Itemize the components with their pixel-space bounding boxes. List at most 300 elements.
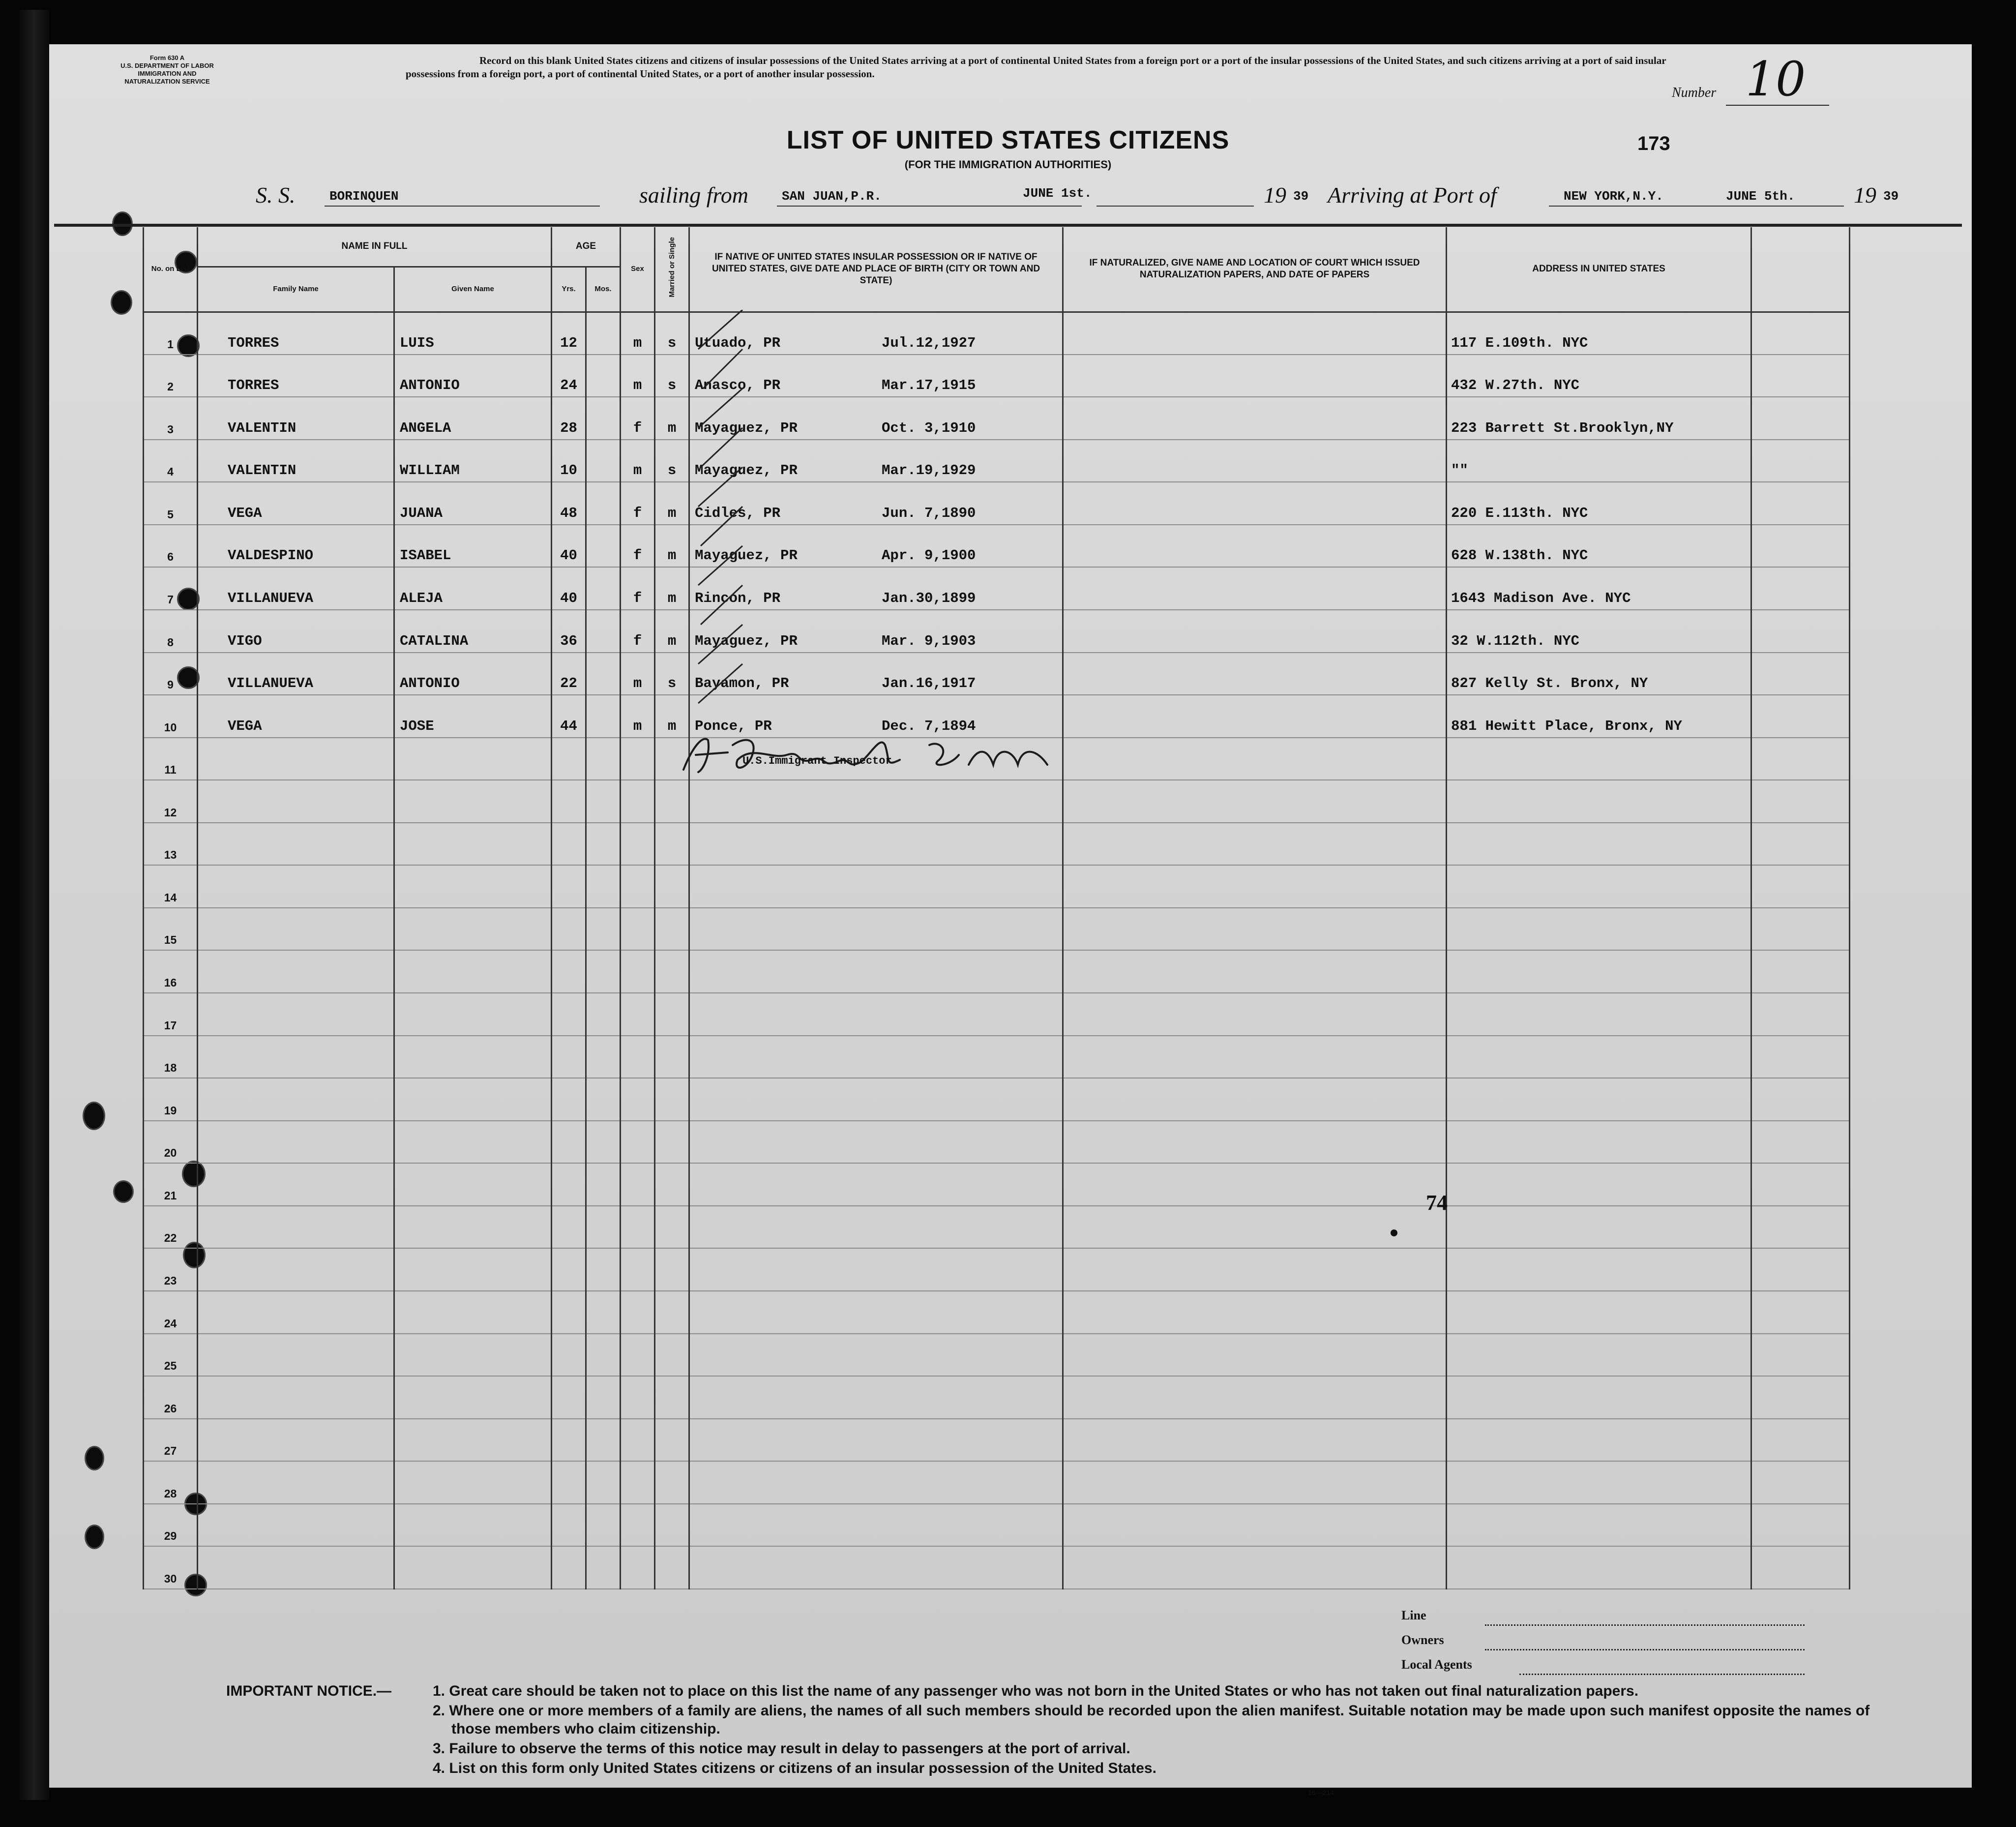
birth-place: Ponce, PR (695, 718, 772, 734)
empty-cell (586, 1291, 621, 1334)
given-name: ANGELA (394, 397, 552, 440)
age-months (586, 355, 621, 397)
naturalization-info (1063, 610, 1447, 653)
empty-cell (621, 780, 655, 823)
empty-cell (1751, 950, 1850, 993)
age-months (586, 567, 621, 610)
empty-cell (1447, 993, 1751, 1036)
address: 628 W.138th. NYC (1447, 525, 1751, 568)
departure-year: 39 (1293, 189, 1309, 204)
empty-cell (1447, 1504, 1751, 1547)
local-agents-field (1401, 1657, 1805, 1682)
arrival-port-underline (1549, 206, 1716, 207)
address: 1643 Madison Ave. NYC (1447, 567, 1751, 610)
empty-cell (586, 1334, 621, 1377)
empty-cell (621, 1291, 655, 1334)
empty-cell (1063, 908, 1447, 951)
naturalization-info (1063, 567, 1447, 610)
binder-hole (85, 1525, 104, 1549)
empty-cell (1751, 1376, 1850, 1419)
empty-cell (1751, 738, 1850, 780)
row-number: 21 (144, 1163, 198, 1206)
notice-heading: IMPORTANT NOTICE.— (226, 1683, 392, 1699)
birth-date: Mar.17,1915 (882, 377, 976, 394)
empty-cell (394, 993, 552, 1036)
empty-cell (689, 1546, 1063, 1589)
empty-cell (394, 1419, 552, 1462)
blank-cell (1751, 567, 1850, 610)
sex: f (621, 525, 655, 568)
empty-cell (621, 1504, 655, 1547)
row-number: 11 (144, 738, 198, 780)
row-number: 28 (144, 1461, 198, 1504)
marital-status: m (655, 482, 689, 525)
stray-dot (1391, 1229, 1397, 1236)
arrival-date-underline (1716, 206, 1844, 207)
marital-status: s (655, 440, 689, 482)
empty-cell (552, 1546, 586, 1589)
row-number: 19 (144, 1078, 198, 1121)
naturalization-info (1063, 312, 1447, 355)
empty-cell (689, 1461, 1063, 1504)
empty-cell (621, 738, 655, 780)
empty-cell (1751, 865, 1850, 908)
married-single-label: Married or Single (667, 237, 676, 298)
family-name: TORRES (198, 355, 394, 397)
empty-cell (552, 1291, 586, 1334)
departure-port: SAN JUAN,P.R. (782, 189, 882, 204)
col-mos: Mos. (586, 267, 621, 312)
row-number: 17 (144, 993, 198, 1036)
age-months (586, 525, 621, 568)
address: "" (1447, 440, 1751, 482)
col-sex: Sex (621, 227, 655, 312)
empty-cell (552, 1206, 586, 1249)
age-years: 24 (552, 355, 586, 397)
sex: f (621, 610, 655, 653)
sex: m (621, 695, 655, 738)
empty-cell (586, 1121, 621, 1164)
age-years: 22 (552, 653, 586, 695)
col-birth: IF NATIVE OF UNITED STATES INSULAR POSSESSION OR IF NATIVE OF UNITED STATES, GIVE DATE AND PLACE OF BIRTH (CITY OR TOWN AND STATE) (689, 227, 1063, 312)
empty-cell (621, 1248, 655, 1291)
empty-cell (1751, 1461, 1850, 1504)
marital-status: m (655, 525, 689, 568)
empty-cell (1063, 1036, 1447, 1078)
row-number: 29 (144, 1504, 198, 1547)
row-number: 20 (144, 1121, 198, 1164)
empty-cell (1063, 1121, 1447, 1164)
empty-cell (394, 1504, 552, 1547)
empty-cell (394, 1206, 552, 1249)
col-married-single (655, 227, 689, 312)
empty-cell (552, 1334, 586, 1377)
row-number: 12 (144, 780, 198, 823)
empty-cell (1447, 1206, 1751, 1249)
empty-cell (689, 1291, 1063, 1334)
line-dotted (1485, 1624, 1805, 1626)
empty-cell (689, 1036, 1063, 1078)
table-row (144, 567, 1850, 610)
list-number-block (1672, 52, 1834, 111)
empty-cell (198, 1121, 394, 1164)
empty-cell (1063, 823, 1447, 866)
row-number: 6 (144, 525, 198, 568)
header-rule (54, 224, 1962, 227)
row-number: 4 (144, 440, 198, 482)
age-months (586, 312, 621, 355)
empty-cell (552, 908, 586, 951)
empty-cell (655, 950, 689, 993)
empty-cell (655, 1121, 689, 1164)
owners-label: Owners (1401, 1633, 1444, 1647)
empty-cell (689, 1163, 1063, 1206)
row-number: 25 (144, 1334, 198, 1377)
empty-cell (689, 1504, 1063, 1547)
empty-cell (689, 950, 1063, 993)
form-identifier (91, 54, 243, 86)
address: 220 E.113th. NYC (1447, 482, 1751, 525)
family-name: VIGO (198, 610, 394, 653)
empty-cell (586, 908, 621, 951)
empty-cell (1447, 950, 1751, 993)
empty-cell (1447, 823, 1751, 866)
empty-cell (621, 1461, 655, 1504)
empty-cell (198, 1419, 394, 1462)
empty-cell (586, 950, 621, 993)
blank-cell (1751, 653, 1850, 695)
empty-cell (1751, 1206, 1850, 1249)
naturalization-info (1063, 397, 1447, 440)
blank-cell (1751, 312, 1850, 355)
row-number: 15 (144, 908, 198, 951)
empty-cell (1063, 1419, 1447, 1462)
given-name: ANTONIO (394, 653, 552, 695)
marital-status: m (655, 397, 689, 440)
empty-cell (1447, 1121, 1751, 1164)
empty-cell (1063, 780, 1447, 823)
marital-status: s (655, 653, 689, 695)
empty-cell (621, 1036, 655, 1078)
empty-cell (689, 1376, 1063, 1419)
ditto-strokes (688, 310, 757, 713)
passenger-table (143, 227, 1850, 1589)
empty-cell (394, 1121, 552, 1164)
row-number: 1 (144, 312, 198, 355)
empty-cell (1447, 738, 1751, 780)
sailing-from-label: sailing from (639, 182, 748, 208)
empty-cell (655, 1376, 689, 1419)
birth-place: Cidles, PR (695, 505, 781, 521)
age-months (586, 695, 621, 738)
col-address: ADDRESS IN UNITED STATES (1447, 227, 1751, 312)
empty-cell (394, 1461, 552, 1504)
sex: m (621, 312, 655, 355)
address: 117 E.109th. NYC (1447, 312, 1751, 355)
empty-cell (655, 1334, 689, 1377)
empty-cell (198, 1461, 394, 1504)
birth-place: Mayaguez, PR (695, 632, 798, 649)
given-name: JUANA (394, 482, 552, 525)
naturalization-info (1063, 695, 1447, 738)
age-years: 48 (552, 482, 586, 525)
birth-place: Utuado, PR (695, 334, 781, 351)
table-row (144, 653, 1850, 695)
empty-cell (655, 1078, 689, 1121)
empty-cell (552, 1504, 586, 1547)
empty-cell (586, 865, 621, 908)
given-name: CATALINA (394, 610, 552, 653)
empty-cell (1751, 823, 1850, 866)
empty-cell (1751, 1163, 1850, 1206)
empty-cell (198, 1334, 394, 1377)
sex: f (621, 397, 655, 440)
empty-cell (1751, 993, 1850, 1036)
empty-cell (655, 908, 689, 951)
naturalization-info (1063, 525, 1447, 568)
empty-cell (198, 1036, 394, 1078)
row-number: 2 (144, 355, 198, 397)
empty-cell (655, 780, 689, 823)
row-number: 16 (144, 950, 198, 993)
empty-cell (689, 1248, 1063, 1291)
blank-row (144, 1546, 1850, 1589)
col-age: AGE (552, 227, 621, 267)
marital-status: m (655, 567, 689, 610)
empty-cell (1063, 1248, 1447, 1291)
address: 223 Barrett St.Brooklyn,NY (1447, 397, 1751, 440)
address: 881 Hewitt Place, Bronx, NY (1447, 695, 1751, 738)
sex: f (621, 567, 655, 610)
empty-cell (552, 1461, 586, 1504)
notice-items (433, 1682, 1873, 1779)
empty-cell (1447, 1376, 1751, 1419)
ship-underline (325, 206, 600, 207)
birth-place: Mayaguez, PR (695, 547, 798, 564)
empty-cell (198, 1248, 394, 1291)
empty-cell (1751, 1078, 1850, 1121)
empty-cell (1751, 1036, 1850, 1078)
empty-cell (689, 865, 1063, 908)
row-number: 23 (144, 1248, 198, 1291)
empty-cell (552, 1163, 586, 1206)
empty-cell (655, 1291, 689, 1334)
blank-row (144, 1376, 1850, 1419)
ss-label: S. S. (256, 182, 296, 208)
empty-cell (1447, 908, 1751, 951)
col-blank (1751, 227, 1850, 312)
empty-cell (621, 950, 655, 993)
empty-cell (1447, 780, 1751, 823)
table-row (144, 440, 1850, 482)
family-name: TORRES (198, 312, 394, 355)
birth-place: Rincon, PR (695, 590, 781, 606)
empty-cell (1447, 1248, 1751, 1291)
empty-cell (198, 1504, 394, 1547)
empty-cell (198, 950, 394, 993)
address: 432 W.27th. NYC (1447, 355, 1751, 397)
empty-cell (621, 1376, 655, 1419)
empty-cell (1447, 1546, 1751, 1589)
birth-date: Jul.12,1927 (882, 334, 976, 351)
blank-row (144, 865, 1850, 908)
empty-cell (1751, 1504, 1850, 1547)
empty-cell (1751, 908, 1850, 951)
empty-cell (394, 1376, 552, 1419)
age-months (586, 397, 621, 440)
empty-cell (1751, 1121, 1850, 1164)
empty-cell (552, 865, 586, 908)
empty-cell (655, 823, 689, 866)
empty-cell (586, 1419, 621, 1462)
empty-cell (552, 1419, 586, 1462)
empty-cell (198, 780, 394, 823)
empty-cell (198, 908, 394, 951)
notice-item: 4. List on this form only United States citizens or citizens of an insular possession of the United States. (433, 1760, 1156, 1776)
binding-edge (20, 10, 49, 1800)
empty-cell (1751, 1419, 1850, 1462)
blank-row (144, 1036, 1850, 1078)
given-name: ISABEL (394, 525, 552, 568)
row-number: 7 (144, 567, 198, 610)
given-name: ANTONIO (394, 355, 552, 397)
age-years: 44 (552, 695, 586, 738)
row-number: 5 (144, 482, 198, 525)
empty-cell (655, 1419, 689, 1462)
empty-cell (394, 823, 552, 866)
empty-cell (586, 738, 621, 780)
col-no: No. on List (144, 227, 198, 312)
owners-dotted (1485, 1649, 1805, 1650)
empty-cell (689, 993, 1063, 1036)
empty-cell (1751, 1248, 1850, 1291)
blank-row (144, 823, 1850, 866)
table-row (144, 312, 1850, 355)
marital-status: s (655, 312, 689, 355)
empty-cell (586, 1036, 621, 1078)
empty-cell (1447, 1078, 1751, 1121)
table-row (144, 397, 1850, 440)
blank-cell (1751, 440, 1850, 482)
family-name: VALENTIN (198, 397, 394, 440)
col-family-name: Family Name (198, 267, 394, 312)
empty-cell (552, 1376, 586, 1419)
empty-cell (198, 1546, 394, 1589)
empty-cell (586, 1163, 621, 1206)
empty-cell (1447, 1163, 1751, 1206)
empty-cell (552, 823, 586, 866)
empty-cell (655, 865, 689, 908)
blank-row (144, 1334, 1850, 1377)
row-number: 30 (144, 1546, 198, 1589)
empty-cell (1063, 1291, 1447, 1334)
empty-cell (552, 1078, 586, 1121)
blank-row (144, 1291, 1850, 1334)
arrival-port: NEW YORK,N.Y. (1564, 189, 1663, 204)
given-name: JOSE (394, 695, 552, 738)
empty-cell (621, 865, 655, 908)
col-yrs: Yrs. (552, 267, 586, 312)
birth-place: Anasco, PR (695, 377, 781, 394)
empty-cell (394, 1078, 552, 1121)
stray-number: 74 (1426, 1191, 1448, 1215)
age-months (586, 653, 621, 695)
arrival-year-prefix: 19 (1854, 182, 1876, 208)
blank-row (144, 1419, 1850, 1462)
sex: m (621, 440, 655, 482)
empty-cell (586, 1248, 621, 1291)
marital-status: s (655, 355, 689, 397)
owners-field (1401, 1633, 1805, 1657)
blank-row (144, 1461, 1850, 1504)
birth-date: Oct. 3,1910 (882, 419, 976, 436)
empty-cell (586, 823, 621, 866)
empty-cell (655, 1546, 689, 1589)
naturalization-info (1063, 653, 1447, 695)
naturalization-info (1063, 355, 1447, 397)
blank-row (144, 1163, 1850, 1206)
departure-year-prefix: 19 (1264, 182, 1286, 208)
local-agents-label: Local Agents (1401, 1657, 1472, 1672)
empty-cell (586, 1546, 621, 1589)
marital-status: m (655, 695, 689, 738)
empty-cell (689, 1121, 1063, 1164)
table-row (144, 610, 1850, 653)
age-years: 12 (552, 312, 586, 355)
empty-cell (394, 908, 552, 951)
empty-cell (621, 1078, 655, 1121)
empty-cell (394, 1291, 552, 1334)
empty-cell (198, 1291, 394, 1334)
row-number: 13 (144, 823, 198, 866)
empty-cell (1447, 1036, 1751, 1078)
blank-cell (1751, 695, 1850, 738)
birth-date: Apr. 9,1900 (882, 547, 976, 564)
date-underline (1097, 206, 1254, 207)
empty-cell (394, 1334, 552, 1377)
empty-cell (198, 993, 394, 1036)
empty-cell (1063, 1504, 1447, 1547)
empty-cell (198, 738, 394, 780)
empty-cell (586, 1376, 621, 1419)
age-years: 28 (552, 397, 586, 440)
inspector-title: U.S.Immigrant Inspector (742, 755, 892, 767)
empty-cell (552, 993, 586, 1036)
row-number: 18 (144, 1036, 198, 1078)
given-name: LUIS (394, 312, 552, 355)
arriving-label: Arriving at Port of (1328, 182, 1497, 208)
empty-cell (1447, 1461, 1751, 1504)
empty-cell (1063, 1206, 1447, 1249)
empty-cell (1751, 1334, 1850, 1377)
birth-date: Jan.16,1917 (882, 675, 976, 692)
empty-cell (198, 1078, 394, 1121)
intro-instructions: Record on this blank United States citizens and citizens of insular possessions of the United States arriving at a port of continental United States from a foreign port or a port of the insular possessions of the United States, and such citizens arriving at a port of said insular possessions from a foreign port, a port of continental United States, or a port of another insular possession. (406, 55, 1666, 80)
empty-cell (621, 1163, 655, 1206)
empty-cell (1751, 1546, 1850, 1589)
sex: m (621, 653, 655, 695)
address: 827 Kelly St. Bronx, NY (1447, 653, 1751, 695)
age-years: 36 (552, 610, 586, 653)
empty-cell (586, 1078, 621, 1121)
address: 32 W.112th. NYC (1447, 610, 1751, 653)
empty-cell (1447, 865, 1751, 908)
row-number: 9 (144, 653, 198, 695)
empty-cell (1063, 865, 1447, 908)
birth-date: Dec. 7,1894 (882, 718, 976, 734)
marital-status: m (655, 610, 689, 653)
empty-cell (552, 780, 586, 823)
